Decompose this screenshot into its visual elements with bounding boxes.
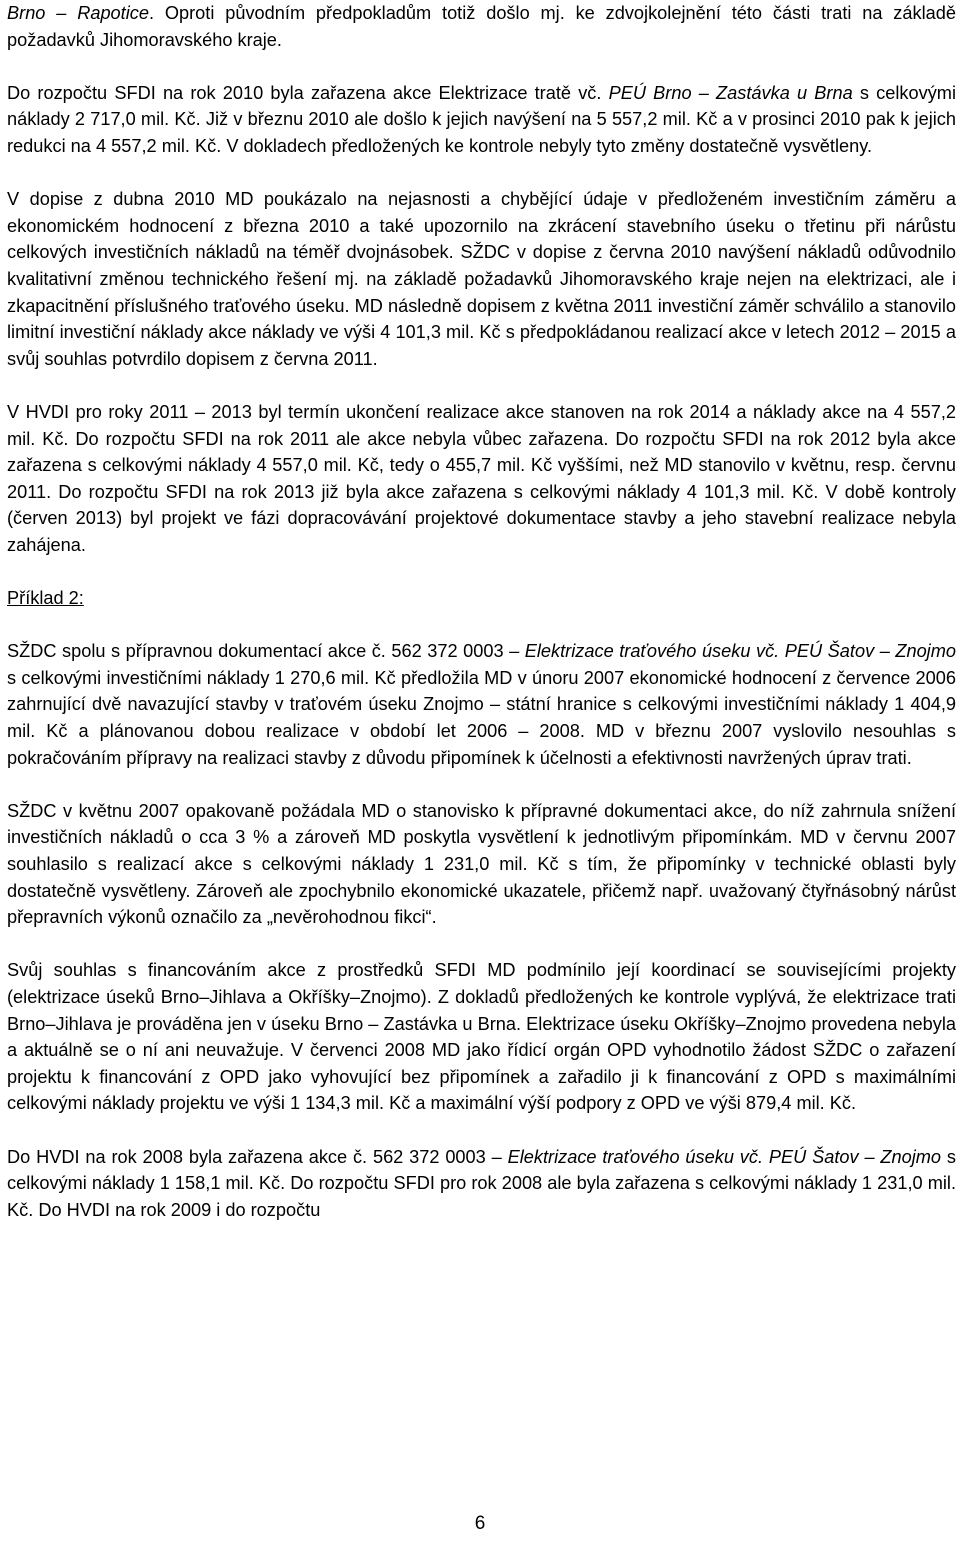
page-number: 6 bbox=[474, 1513, 486, 1534]
paragraph bbox=[7, 957, 956, 1117]
text-run: SŽDC v květnu 2007 opakovaně požádala MD o stanovisko k přípravné dokumentaci akce, do níž zahrnula snížení investičních nákladů o cca 3 % a zároveň MD poskytla vysvětlení k jednotlivým připomínkám. MD v červnu 2007 souhlasilo s realizací akce s celkovými náklady 1 231,0 mil. Kč s tím, že připomínky v technické oblasti byly dostatečně vysvětleny. Zároveň ale zpochybnilo ekonomické ukazatele, přičemž např. uvažovaný čtyřnásobný nárůst přepravních výkonů označilo za „nevěrohodnou fikci“. bbox=[7, 800, 956, 928]
paragraph-group-1 bbox=[7, 0, 956, 558]
text-run: Do rozpočtu SFDI na rok 2010 byla zařazena akce Elektrizace tratě vč. bbox=[7, 82, 609, 103]
text-run: Svůj souhlas s financováním akce z prostředků SFDI MD podmínilo její koordinací se souvisejícími projekty (elektrizace úseků Brno–Jihlava a Okříšky–Znojmo). Z dokladů předložených ke kontrole vyplývá, že elektrizace trati Brno–Jihlava je prováděna jen v úseku Brno – Zastávka u Brna. Elektrizace úseku Okříšky–Znojmo provedena nebyla a aktuálně se o ní ani neuvažuje. V červenci 2008 MD jako řídicí orgán OPD vyhodnotilo žádost SŽDC o zařazení projektu k financování z OPD jako vyhovující bez připomínek a zařadilo ji k financování z OPD s maximálními celkovými náklady projektu ve výši 1 134,3 mil. Kč a maximální výší podpory z OPD ve výši 879,4 mil. Kč. bbox=[7, 960, 956, 1114]
text-run: s celkovými náklady 2 717,0 mil. Kč. Již v březnu 2010 ale došlo k jejich navýšení na 5 557,2 mil. Kč a v prosinci 2010 pak k jejich redukci na 4 557,2 mil. Kč. V dokladech předložených ke kontrole nebyly tyto změny dostatečně vysvětleny. bbox=[7, 82, 956, 156]
text-run: V HVDI pro roky 2011 – 2013 byl termín ukončení realizace akce stanoven na rok 2014 a náklady akce na 4 557,2 mil. Kč. Do rozpočtu SFDI na rok 2011 ale akce nebyla vůbec zařazena. Do rozpočtu SFDI na rok 2012 byla akce zařazena s celkovými náklady 4 557,0 mil. Kč, tedy o 455,7 mil. Kč vyššími, než MD stanovilo v květnu, resp. červnu 2011. Do rozpočtu SFDI na rok 2013 již byla akce zařazena s celkovými náklady 4 101,3 mil. Kč. V době kontroly (červen 2013) byl projekt ve fázi dopracovávání projektové dokumentace stavby a jeho stavební realizace nebyla zahájena. bbox=[7, 401, 956, 555]
italic-text-run: Elektrizace traťového úseku vč. PEÚ Šatov – Znojmo bbox=[507, 1146, 942, 1167]
paragraph-gap bbox=[7, 612, 956, 639]
paragraph bbox=[7, 638, 956, 771]
paragraph-gap bbox=[7, 160, 956, 187]
text-run: Do HVDI na rok 2008 byla zařazena akce č. 562 372 0003 – bbox=[7, 1146, 508, 1167]
paragraph bbox=[7, 0, 956, 53]
paragraph-group-2 bbox=[7, 638, 956, 1223]
text-run: V dopise z dubna 2010 MD poukázalo na nejasnosti a chybějící údaje v předloženém investičním záměru a ekonomickém hodnocení z března 2010 a také upozornilo na zkrácení stavebního úseku o třetinu při nárůstu celkových investičních nákladů na téměř dvojnásobek. SŽDC v dopise z června 2010 navýšení nákladů odůvodnilo kvalitativní změnou technického řešení mj. na základě požadavků Jihomoravského kraje nejen na elektrizaci, ale i zkapacitnění příslušného traťového úseku. MD následně dopisem z května 2011 investiční záměr schválilo a stanovilo limitní investiční náklady akce náklady ve výši 4 101,3 mil. Kč s předpokládanou realizací akce v letech 2012 – 2015 a svůj souhlas potvrdilo dopisem z června 2011. bbox=[7, 189, 956, 369]
document-page bbox=[7, 0, 956, 1223]
paragraph bbox=[7, 798, 956, 931]
paragraph-gap bbox=[7, 1117, 956, 1144]
paragraph-gap bbox=[7, 558, 956, 585]
paragraph bbox=[7, 399, 956, 559]
text-run: s celkovými náklady 1 158,1 mil. Kč. Do rozpočtu SFDI pro rok 2008 ale byla zařazena s celkovými náklady 1 231,0 mil. Kč. Do HVDI na rok 2009 i do rozpočtu bbox=[7, 1146, 956, 1220]
paragraph-gap bbox=[7, 372, 956, 399]
italic-text-run: Elektrizace traťového úseku vč. PEÚ Šatov – Znojmo bbox=[524, 641, 956, 662]
paragraph-gap bbox=[7, 931, 956, 958]
paragraph-gap bbox=[7, 771, 956, 798]
text-run: s celkovými investičními náklady 1 270,6 mil. Kč předložila MD v únoru 2007 ekonomické hodnocení z července 2006 zahrnující dvě navazující stavby v traťovém úseku Znojmo – státní hranice s celkovými investičními náklady 1 404,9 mil. Kč a plánovanou dobou realizace v období let 2006 – 2008. MD v březnu 2007 vyslovilo nesouhlas s pokračováním přípravy na realizaci stavby z důvodu připomínek k účelnosti a efektivnosti navržených úprav trati. bbox=[7, 667, 956, 768]
paragraph bbox=[7, 1144, 956, 1224]
italic-text-run: PEÚ Brno – Zastávka u Brna bbox=[608, 82, 853, 103]
italic-text-run: Brno – Rapotice bbox=[7, 3, 149, 23]
paragraph-gap bbox=[7, 53, 956, 80]
paragraph bbox=[7, 80, 956, 160]
text-run: . Oproti původním předpokladům totiž došlo mj. ke zdvojkolejnění této části trati na základě požadavků Jihomoravského kraje. bbox=[7, 3, 956, 50]
text-run: SŽDC spolu s přípravnou dokumentací akce č. 562 372 0003 – bbox=[7, 641, 525, 662]
paragraph bbox=[7, 186, 956, 372]
section-heading: Příklad 2: bbox=[7, 588, 84, 609]
